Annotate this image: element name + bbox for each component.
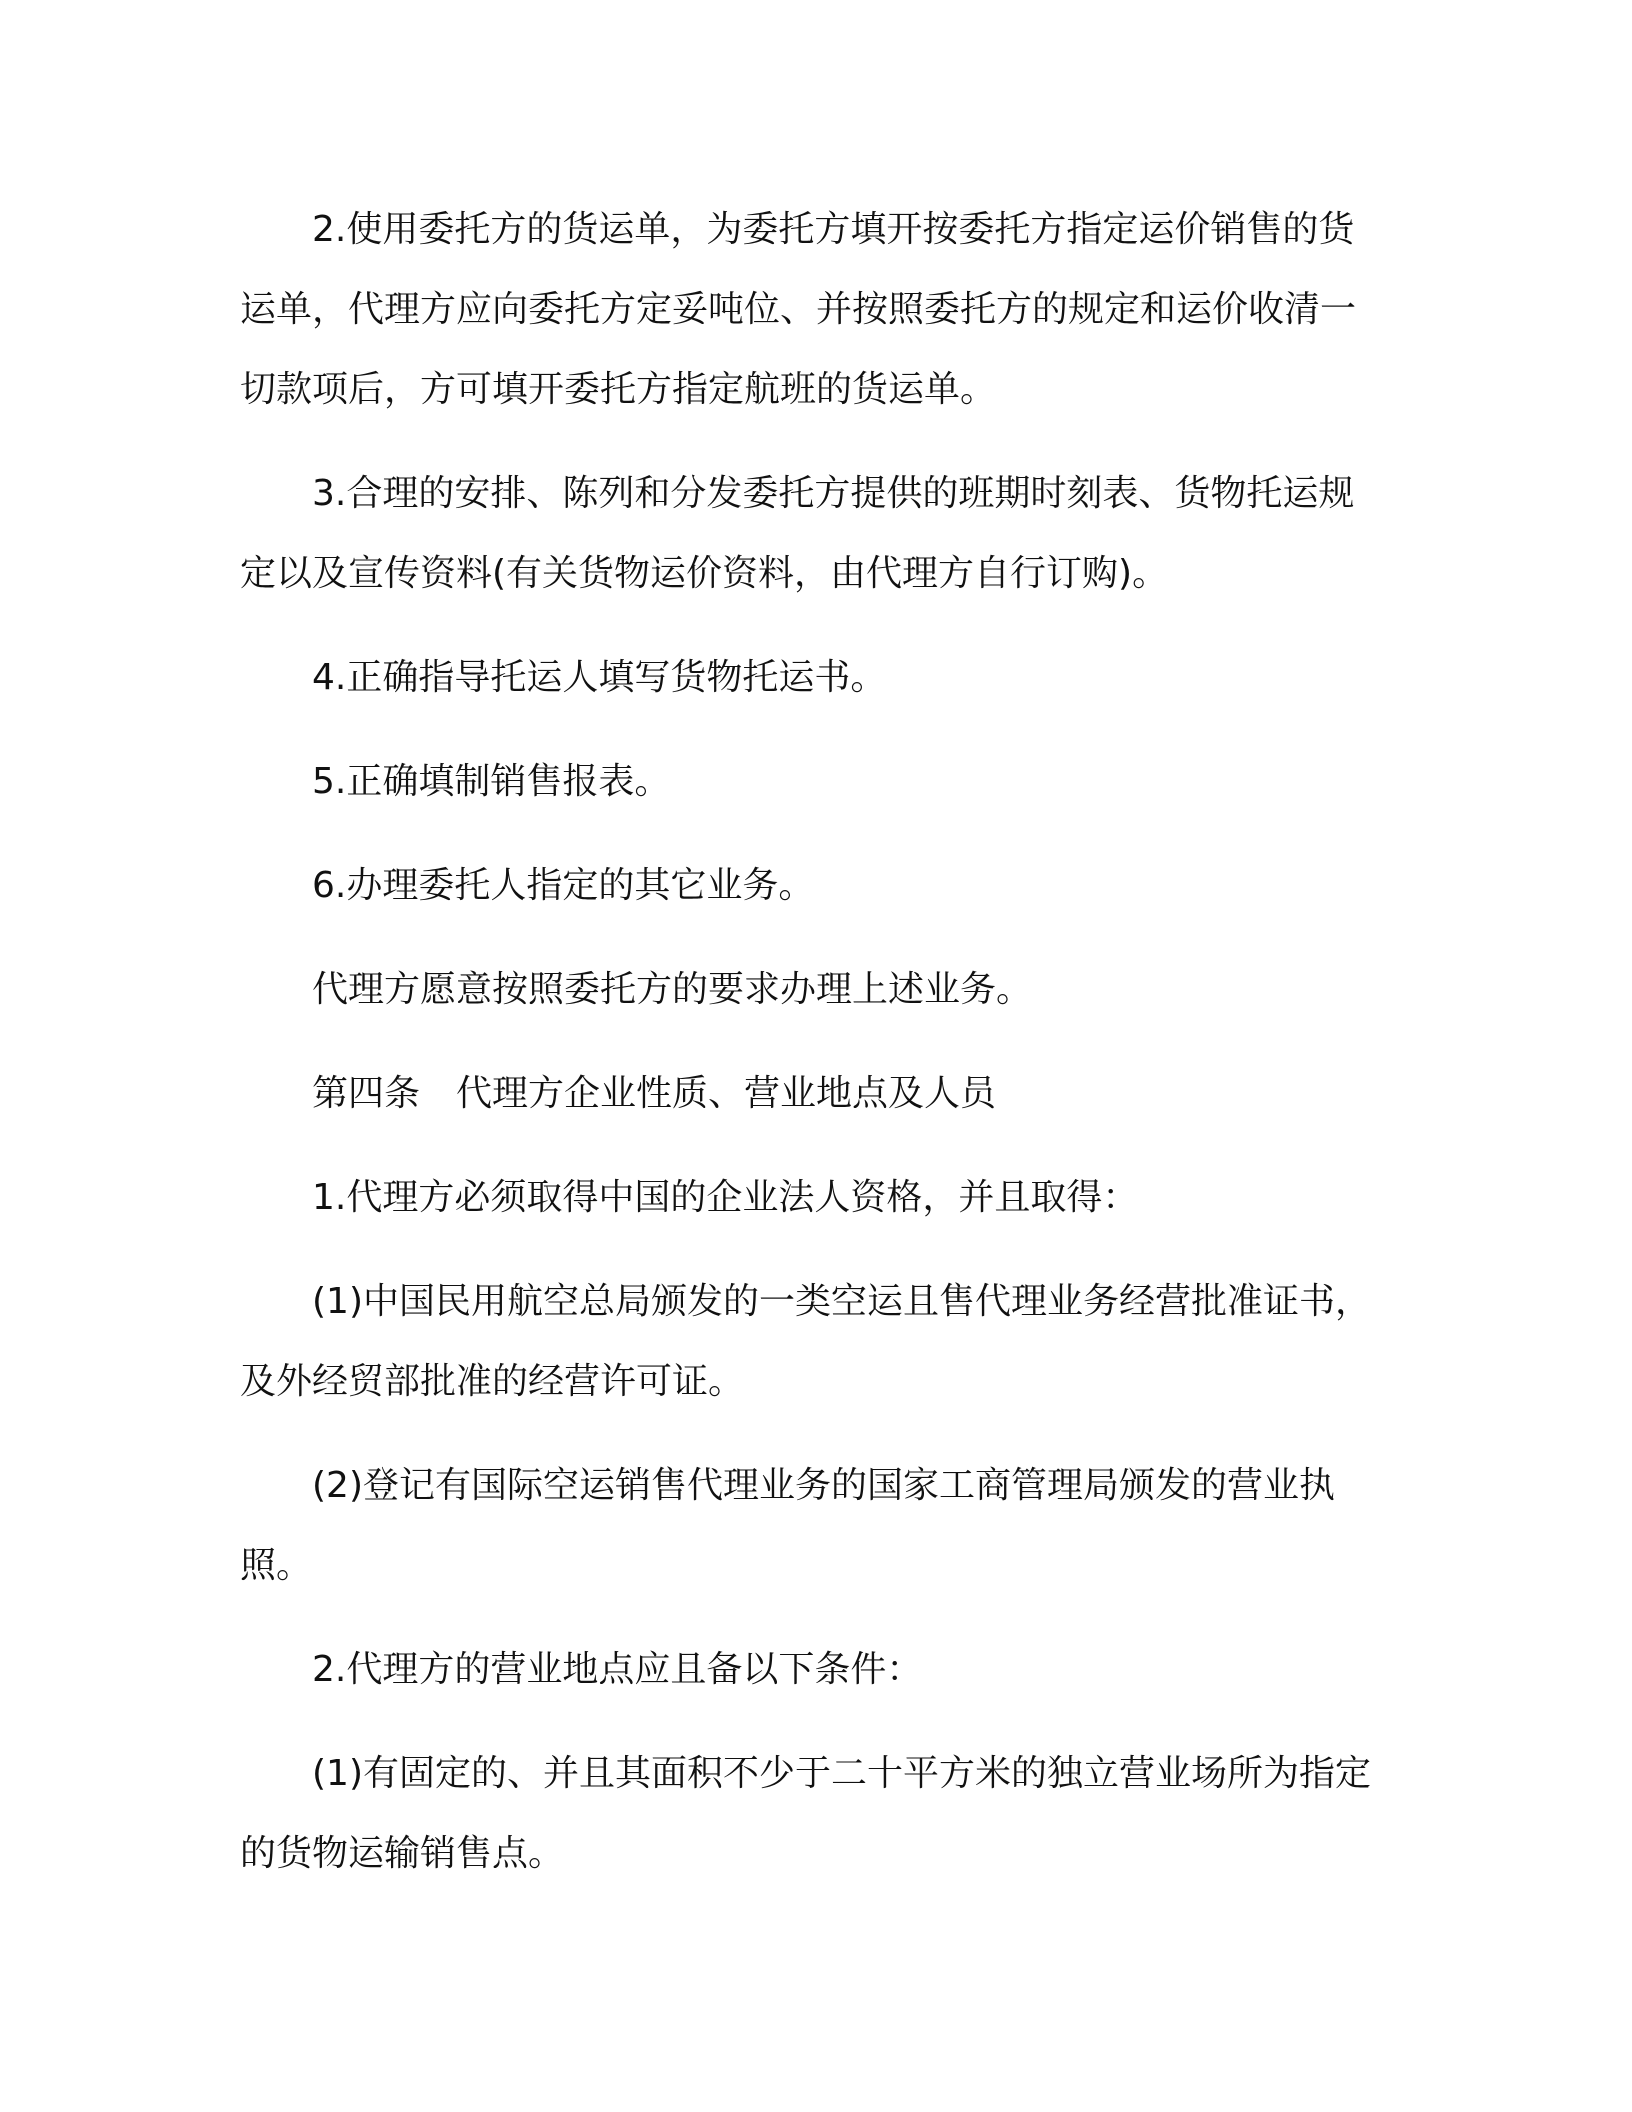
paragraph-item-3-materials: 3.合理的安排、陈列和分发委托方提供的班期时刻表、货物托运规定以及宣传资料(有关货物运价资料，由代理方自行订购)。: [240, 473, 1355, 594]
paragraph-item-6-other-business: 6.办理委托人指定的其它业务。: [312, 865, 815, 906]
paragraph-item-4-consignment: 4.正确指导托运人填写货物托运书。: [312, 657, 887, 698]
article-four-heading: 第四条 代理方企业性质、营业地点及人员: [312, 1073, 997, 1114]
paragraph-item-2-waybill: 2.使用委托方的货运单，为委托方填开按委托方指定运价销售的货运单，代理方应向委托方定妥吨位、并按照委托方的规定和运价收清一切款项后，方可填开委托方指定航班的货运单。: [240, 209, 1357, 410]
paragraph-subitem-1-premises: (1)有固定的、并且其面积不少于二十平方米的独立营业场所为指定的货物运输销售点。: [240, 1753, 1371, 1874]
paragraph-subitem-2-license: (2)登记有国际空运销售代理业务的国家工商管理局颁发的营业执照。: [240, 1465, 1335, 1586]
document-body: [240, 190, 1390, 1918]
paragraph-item-1-qualification: 1.代理方必须取得中国的企业法人资格，并且取得：: [312, 1177, 1139, 1218]
paragraph-subitem-1-certificate: (1)中国民用航空总局颁发的一类空运且售代理业务经营批准证书，及外经贸部批准的经营许可证。: [240, 1281, 1371, 1402]
paragraph-item-5-sales-report: 5.正确填制销售报表。: [312, 761, 671, 802]
paragraph-item-2-location: 2.代理方的营业地点应且备以下条件：: [312, 1649, 923, 1690]
paragraph-agent-agreement: 代理方愿意按照委托方的要求办理上述业务。: [312, 969, 1033, 1010]
